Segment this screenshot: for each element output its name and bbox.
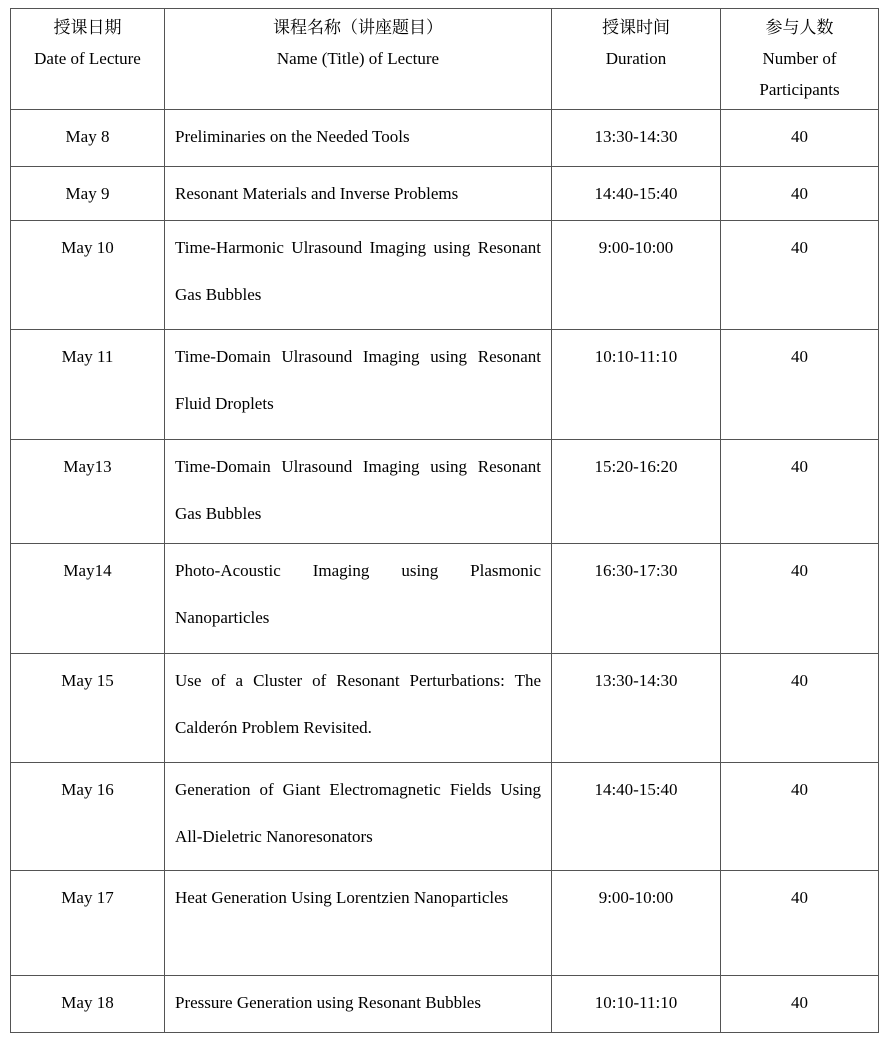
date-cell: May 11 bbox=[11, 330, 165, 440]
header-participants-en: Number of Participants bbox=[759, 49, 840, 99]
time-cell: 13:30-14:30 bbox=[552, 110, 721, 167]
table-header bbox=[11, 9, 879, 110]
time-cell: 14:40-15:40 bbox=[552, 167, 721, 221]
title-cell: Time-Domain Ulrasound Imaging using Resonant Gas Bubbles bbox=[165, 440, 552, 544]
title-cell: Heat Generation Using Lorentzien Nanoparticles bbox=[165, 871, 552, 976]
table-row bbox=[11, 330, 879, 440]
date-cell: May 8 bbox=[11, 110, 165, 167]
header-title bbox=[165, 9, 552, 110]
header-duration-en: Duration bbox=[605, 49, 667, 68]
table-row bbox=[11, 871, 879, 976]
participants-cell: 40 bbox=[721, 221, 879, 330]
table-row bbox=[11, 654, 879, 763]
date-cell: May 17 bbox=[11, 871, 165, 976]
header-date-en: Date of Lecture bbox=[34, 49, 141, 68]
time-cell: 16:30-17:30 bbox=[552, 544, 721, 654]
header-row bbox=[11, 9, 879, 110]
header-title-en: Name (Title) of Lecture bbox=[276, 49, 440, 68]
lecture-schedule-table bbox=[10, 8, 879, 1033]
participants-cell: 40 bbox=[721, 330, 879, 440]
time-cell: 14:40-15:40 bbox=[552, 763, 721, 871]
title-cell: Pressure Generation using Resonant Bubbles bbox=[165, 976, 552, 1033]
participants-cell: 40 bbox=[721, 544, 879, 654]
date-cell: May14 bbox=[11, 544, 165, 654]
participants-cell: 40 bbox=[721, 110, 879, 167]
title-cell: Photo-Acoustic Imaging using Plasmonic Nanoparticles bbox=[165, 544, 552, 654]
time-cell: 13:30-14:30 bbox=[552, 654, 721, 763]
date-cell: May 10 bbox=[11, 221, 165, 330]
participants-cell: 40 bbox=[721, 871, 879, 976]
date-cell: May 9 bbox=[11, 167, 165, 221]
time-cell: 10:10-11:10 bbox=[552, 330, 721, 440]
title-cell: Preliminaries on the Needed Tools bbox=[165, 110, 552, 167]
table-row bbox=[11, 440, 879, 544]
date-cell: May 16 bbox=[11, 763, 165, 871]
date-cell: May 15 bbox=[11, 654, 165, 763]
header-date bbox=[11, 9, 165, 110]
title-cell: Time-Domain Ulrasound Imaging using Resonant Fluid Droplets bbox=[165, 330, 552, 440]
title-cell: Use of a Cluster of Resonant Perturbations: The Calderón Problem Revisited. bbox=[165, 654, 552, 763]
table-row bbox=[11, 544, 879, 654]
participants-cell: 40 bbox=[721, 167, 879, 221]
header-title-zh: 课程名称（讲座题目） bbox=[273, 18, 443, 37]
time-cell: 10:10-11:10 bbox=[552, 976, 721, 1033]
participants-cell: 40 bbox=[721, 440, 879, 544]
table-row bbox=[11, 110, 879, 167]
table-row bbox=[11, 221, 879, 330]
title-cell: Time-Harmonic Ulrasound Imaging using Resonant Gas Bubbles bbox=[165, 221, 552, 330]
table-row bbox=[11, 167, 879, 221]
table-row bbox=[11, 976, 879, 1033]
time-cell: 15:20-16:20 bbox=[552, 440, 721, 544]
header-duration-zh: 授课时间 bbox=[602, 18, 670, 37]
title-cell: Generation of Giant Electromagnetic Fields Using All-Dieletric Nanoresonators bbox=[165, 763, 552, 871]
header-duration bbox=[552, 9, 721, 110]
participants-cell: 40 bbox=[721, 654, 879, 763]
date-cell: May13 bbox=[11, 440, 165, 544]
table-body bbox=[11, 110, 879, 1033]
table-row bbox=[11, 763, 879, 871]
time-cell: 9:00-10:00 bbox=[552, 221, 721, 330]
header-date-zh: 授课日期 bbox=[53, 18, 122, 37]
date-cell: May 18 bbox=[11, 976, 165, 1033]
header-participants-zh: 参与人数 bbox=[765, 18, 834, 37]
header-participants bbox=[721, 9, 879, 110]
title-cell: Resonant Materials and Inverse Problems bbox=[165, 167, 552, 221]
participants-cell: 40 bbox=[721, 763, 879, 871]
time-cell: 9:00-10:00 bbox=[552, 871, 721, 976]
participants-cell: 40 bbox=[721, 976, 879, 1033]
